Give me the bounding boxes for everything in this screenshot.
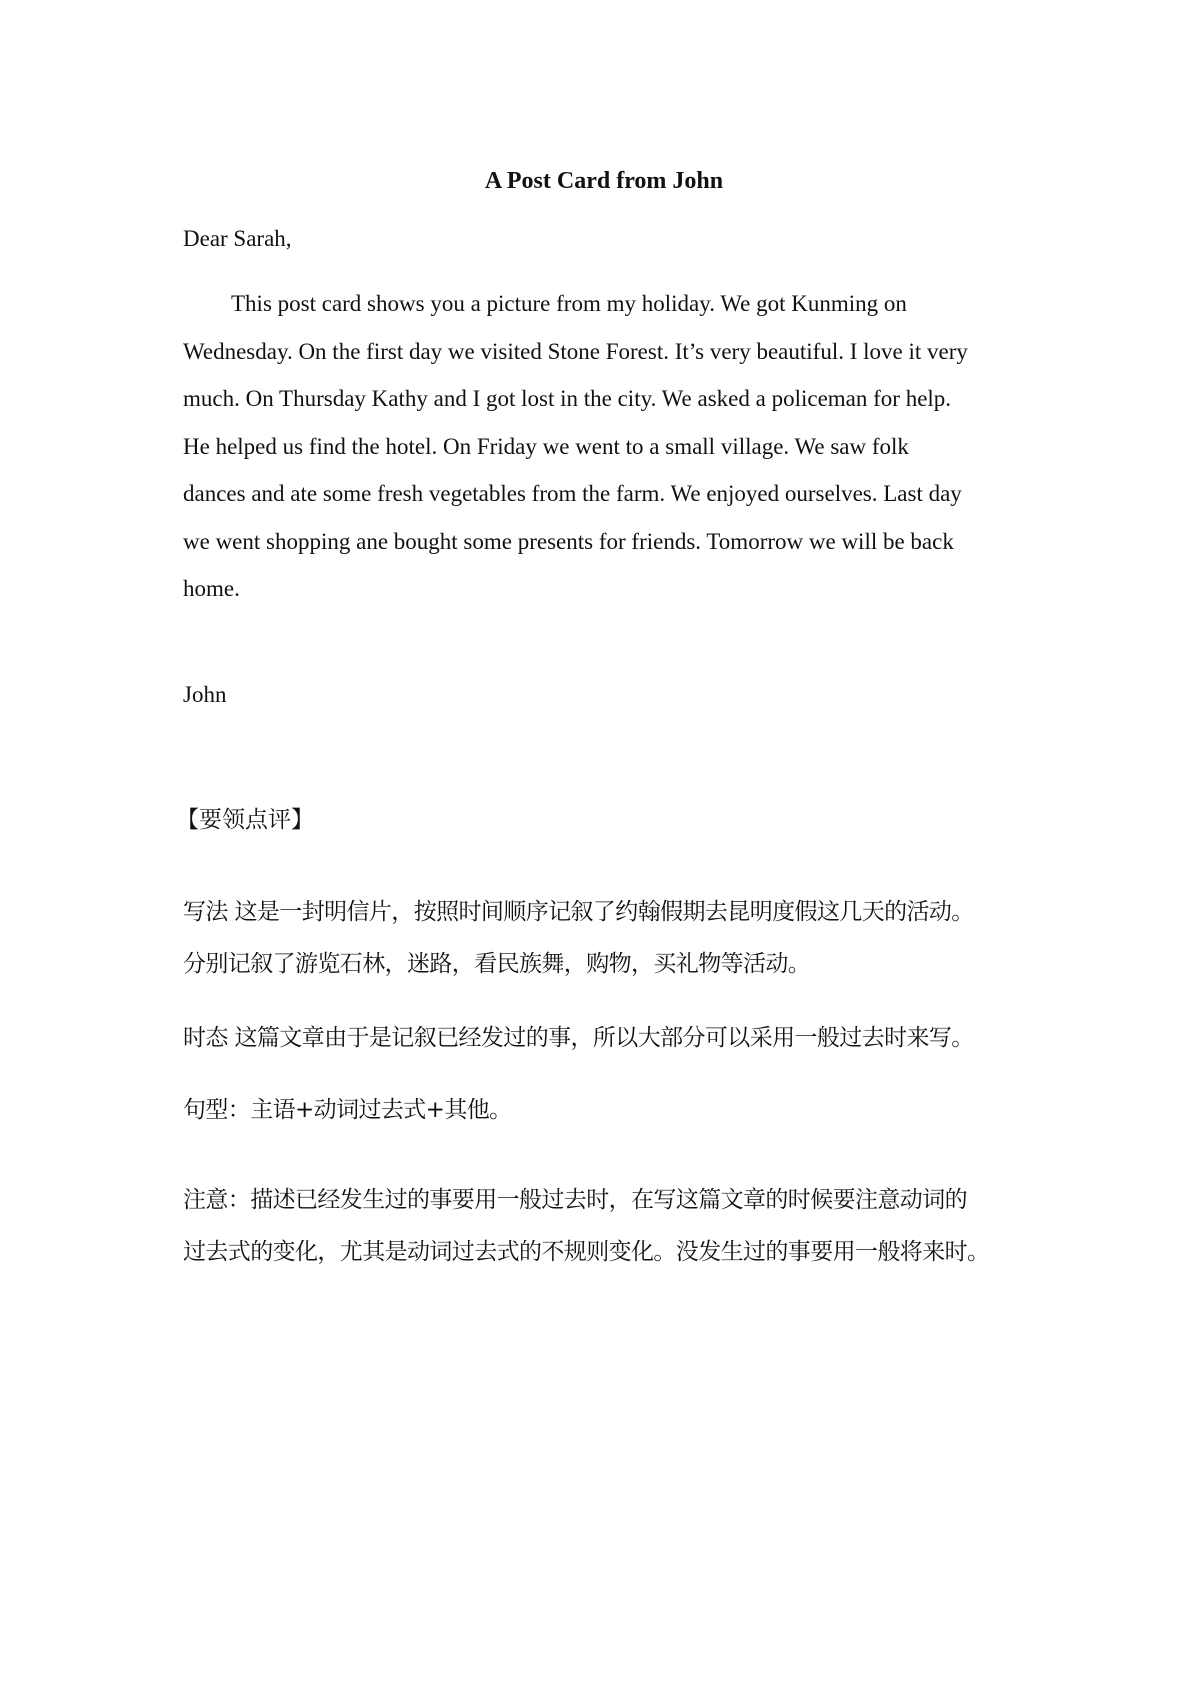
postcard-body: [183, 280, 1025, 613]
review-heading: 【要领点评】: [176, 807, 314, 833]
signature: John: [183, 682, 227, 707]
body-line: dances and ate some fresh vegetables from the farm. We enjoyed ourselves. Last day: [183, 481, 962, 506]
body-line: we went shopping ane bought some presents for friends. Tomorrow we will be back: [183, 528, 954, 554]
review-line: 过去式的变化，尤其是动词过去式的不规则变化。没发生过的事要用一般将来时。: [183, 1239, 990, 1265]
review-line: 注意：描述已经发生过的事要用一般过去时，在写这篇文章的时候要注意动词的: [183, 1187, 968, 1213]
body-line: This post card shows you a picture from my holiday. We got Kunming on: [231, 291, 907, 316]
review-line: 分别记叙了游览石林，迷路，看民族舞，购物，买礼物等活动。: [183, 951, 811, 977]
review-note: [183, 1164, 1043, 1288]
body-line: much. On Thursday Kathy and I got lost in the city. We asked a policeman for help.: [183, 386, 952, 411]
review-tense: [183, 1022, 1043, 1054]
salutation: Dear Sarah,: [183, 226, 292, 251]
review-writing-method: [183, 876, 1043, 1000]
review-sentence-pattern: [183, 1094, 1043, 1126]
document-title: A Post Card from John: [484, 168, 724, 194]
review-line: 时态 这篇文章由于是记叙已经发过的事，所以大部分可以采用一般过去时来写。: [183, 1025, 974, 1051]
review-line: 写法 这是一封明信片，按照时间顺序记叙了约翰假期去昆明度假这几天的活动。: [183, 899, 974, 925]
body-line: Wednesday. On the first day we visited Stone Forest. It’s very beautiful. I love it very: [183, 338, 968, 364]
review-line: 句型：主语+动词过去式+其他。: [183, 1097, 512, 1123]
body-line: home.: [183, 576, 240, 601]
body-line: He helped us find the hotel. On Friday we went to a small village. We saw folk: [183, 433, 909, 459]
